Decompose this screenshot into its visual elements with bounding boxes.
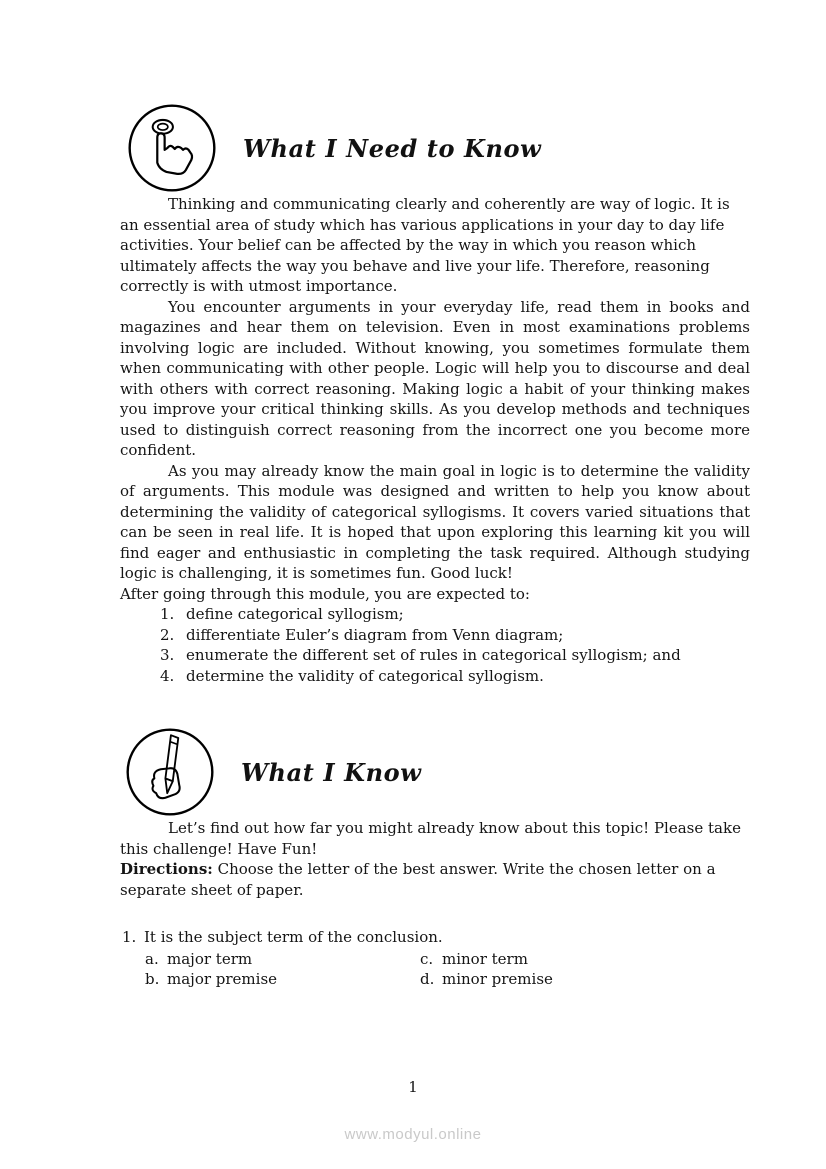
section-header-what-i-know (124, 726, 750, 818)
choice-d (420, 969, 750, 990)
choice-label: a. (145, 949, 159, 968)
directions-text: Choose the letter of the best answer. Write the chosen letter on a separate sheet of paper. (120, 860, 716, 899)
list-item-text: determine the validity of categorical syllogism. (186, 666, 544, 685)
list-item-text: enumerate the different set of rules in categorical syllogism; and (186, 646, 681, 664)
what-i-know-intro: Let’s find out how far you might already know about this topic! Please take this challenge! Have Fun! (120, 819, 741, 858)
section-header-what-i-need-to-know (126, 102, 750, 194)
list-item-text: define categorical syllogism; (186, 605, 404, 623)
page-number: 1 (408, 1078, 418, 1096)
choice-text: major premise (167, 970, 278, 988)
list-item-text: differentiate Euler’s diagram from Venn diagram; (186, 625, 564, 644)
page-content (120, 0, 750, 990)
list-item (160, 645, 750, 666)
choice-label: d. (420, 970, 435, 988)
list-item-number: 1. (160, 605, 175, 623)
question-text: It is the subject term of the conclusion. (144, 928, 443, 946)
list-item (160, 604, 750, 625)
hand-writing-icon (124, 726, 216, 818)
list-item-number: 3. (160, 646, 175, 664)
choice-label: c. (420, 949, 434, 968)
choice-text: minor premise (442, 970, 553, 988)
objectives-intro: After going through this module, you are expected to: (120, 584, 530, 603)
choice-text: major term (167, 949, 253, 968)
directions-label: Directions: (120, 860, 213, 878)
objectives-list (120, 604, 750, 686)
body-paragraph: You encounter arguments in your everyday life, read them in books and magazines and hear them on television. Even in most examinations problems involving logic are included. Without knowing, you sometimes formulate them when communicating with other people. Logic will help you to discourse and deal with others with correct reasoning. Making logic a habit of your thinking makes you improve your critical thinking skills. As you develop methods and techniques used to distinguish correct reasoning from the incorrect one you become more confident. (120, 297, 750, 459)
watermark: www.modyul.online (344, 1126, 482, 1143)
answer-choices (145, 949, 750, 990)
body-paragraph: As you may already know the main goal in logic is to determine the validity of arguments. This module was designed and written to help you know about determining the validity of categorical syllogisms. It covers varied situations that can be seen in real life. It is hoped that upon exploring this learning kit you will find eager and enthusiastic in completing the task required. Although studying logic is challenging, it is sometimes fun. Good luck! (120, 461, 750, 582)
choice-c (420, 949, 750, 970)
choice-label: b. (145, 970, 160, 988)
question-number: 1. (122, 928, 137, 946)
list-item-number: 4. (160, 666, 175, 685)
question-1 (122, 927, 750, 948)
hand-click-icon (126, 102, 218, 194)
list-item-number: 2. (160, 625, 175, 644)
choice-text: minor term (442, 949, 528, 968)
section-title-what-i-need-to-know: What I Need to Know (243, 133, 542, 163)
choice-a (145, 949, 420, 970)
choice-b (145, 969, 420, 990)
section-title-what-i-know: What I Know (241, 757, 422, 787)
list-item (160, 666, 750, 687)
list-item (160, 625, 750, 646)
directions-paragraph (120, 859, 750, 900)
intro-paragraph: Thinking and communicating clearly and coherently are way of logic. It is an essential area of study which has various applications in your day to day life activities. Your belief can be affected by the way in which you reason which ultimately affects the way you behave and live your life. Therefore, reasoning correctly is with utmost importance. (120, 195, 730, 295)
